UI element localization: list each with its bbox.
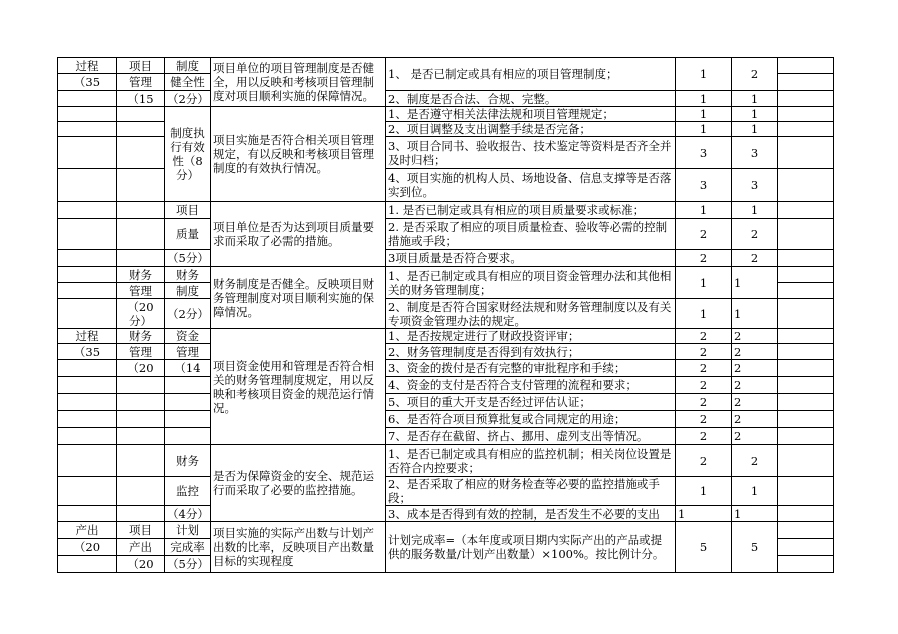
indicator-description: 项目实施的实际产出数与计划产出数的比率，反映项目产出数量目标的实现程度 xyxy=(211,522,386,573)
table-row xyxy=(58,329,834,344)
blank-cell xyxy=(58,556,117,573)
indicator-description: 财务制度是否健全。反映项目财务管理制度对项目顺利实施的保障情况。 xyxy=(211,267,386,329)
full-score: 1 xyxy=(676,506,732,522)
evaluation-point: 2、是否采取了相应的财务检查等必要的监控措施或手段； xyxy=(386,477,676,506)
evaluation-point: 3、项目合同书、验收报告、技术鉴定等资料是否齐全并及时归档； xyxy=(386,137,676,169)
category-cell: 过程 xyxy=(58,329,117,344)
blank-cell xyxy=(58,267,117,283)
indicator-cell: （4分） xyxy=(165,506,211,522)
awarded-score: 3 xyxy=(732,137,778,169)
indicator-cell: 财务 xyxy=(165,445,211,477)
awarded-score: 1 xyxy=(732,107,778,122)
full-score: 2 xyxy=(676,377,732,394)
indicator-cell: 管理 xyxy=(165,344,211,360)
indicator-cell: 项目 xyxy=(165,202,211,219)
indicator-cell: 制度执行有效性（8分） xyxy=(165,107,211,202)
full-score: 1 xyxy=(676,107,732,122)
evaluation-point: 1、是否已制定或具有相应的项目资金管理办法和其他相关的财务管理制度； xyxy=(386,267,676,299)
awarded-score: 1 xyxy=(732,299,778,329)
subcategory-cell: 财务 xyxy=(117,329,165,344)
blank-cell xyxy=(778,428,834,445)
evaluation-point: 计划完成率=（本年度或项目期内实际产出的产品或提供的服务数量/计划产出数量）×100%。按比例计分。 xyxy=(386,522,676,573)
blank-cell xyxy=(117,377,165,394)
blank-cell xyxy=(117,107,165,122)
table-row xyxy=(58,58,834,74)
indicator-cell: （14 xyxy=(165,360,211,377)
full-score: 1 xyxy=(676,267,732,299)
blank-cell xyxy=(117,506,165,522)
evaluation-point: 2. 是否采取了相应的项目质量检查、验收等必需的控制措施或手段； xyxy=(386,219,676,250)
full-score: 2 xyxy=(676,428,732,445)
blank-cell xyxy=(165,411,211,428)
table-row xyxy=(58,477,834,506)
table-row xyxy=(58,360,834,377)
table-row xyxy=(58,219,834,250)
table-row xyxy=(58,299,834,329)
full-score: 1 xyxy=(676,202,732,219)
indicator-cell: （2分） xyxy=(165,91,211,107)
evaluation-point: 3、资金的拨付是否有完整的审批程序和手续； xyxy=(386,360,676,377)
blank-cell xyxy=(778,477,834,506)
blank-cell xyxy=(778,344,834,360)
blank-cell xyxy=(58,219,117,250)
blank-cell xyxy=(778,107,834,122)
indicator-cell: 计划 xyxy=(165,522,211,539)
indicator-cell: （2分） xyxy=(165,299,211,329)
blank-cell xyxy=(778,202,834,219)
awarded-score: 1 xyxy=(732,122,778,137)
table-row xyxy=(58,202,834,219)
blank-cell xyxy=(778,122,834,137)
subcategory-cell: 管理 xyxy=(117,74,165,91)
indicator-cell: 制度 xyxy=(165,58,211,74)
subcategory-cell: 管理 xyxy=(117,344,165,360)
indicator-description: 项目单位是否为达到项目质量要求而采取了必需的措施。 xyxy=(211,202,386,267)
evaluation-point: 7、是否存在截留、挤占、挪用、虚列支出等情况。 xyxy=(386,428,676,445)
full-score: 1 xyxy=(676,122,732,137)
category-cell: 过程 xyxy=(58,58,117,74)
awarded-score: 1 xyxy=(732,202,778,219)
indicator-description: 是否为保障资金的安全、规范运行而采取了必要的监控措施。 xyxy=(211,445,386,522)
evaluation-point: 4、资金的支付是否符合支付管理的流程和要求； xyxy=(386,377,676,394)
blank-cell xyxy=(58,107,117,122)
evaluation-point: 3项目质量是否符合要求。 xyxy=(386,250,676,267)
table-row xyxy=(58,344,834,360)
awarded-score: 2 xyxy=(732,329,778,344)
indicator-cell: 制度 xyxy=(165,283,211,299)
indicator-cell: （5分） xyxy=(165,556,211,573)
blank-cell xyxy=(117,202,165,219)
table-row xyxy=(58,250,834,267)
evaluation-point: 1. 是否已制定或具有相应的项目质量要求或标准； xyxy=(386,202,676,219)
awarded-score: 2 xyxy=(732,58,778,91)
evaluation-point: 2、制度是否合法、合规、完整。 xyxy=(386,91,676,107)
blank-cell xyxy=(58,377,117,394)
blank-cell xyxy=(58,202,117,219)
table-row xyxy=(58,394,834,411)
full-score: 1 xyxy=(676,299,732,329)
full-score: 3 xyxy=(676,137,732,169)
indicator-cell: 健全性 xyxy=(165,74,211,91)
table-row xyxy=(58,377,834,394)
table-row xyxy=(58,267,834,283)
blank-cell xyxy=(165,394,211,411)
blank-cell xyxy=(778,506,834,522)
awarded-score: 1 xyxy=(732,506,778,522)
evaluation-point: 1、是否遵守相关法律法规和项目管理规定； xyxy=(386,107,676,122)
blank-cell xyxy=(778,169,834,202)
subcategory-cell: 项目 xyxy=(117,58,165,74)
blank-cell xyxy=(778,539,834,556)
blank-cell xyxy=(778,377,834,394)
full-score: 1 xyxy=(676,58,732,91)
indicator-cell: （5分） xyxy=(165,250,211,267)
blank-cell xyxy=(778,58,834,74)
blank-cell xyxy=(58,122,117,137)
blank-cell xyxy=(117,219,165,250)
indicator-description: 项目单位的项目管理制度是否健全，用以反映和考核项目管理制度对项目顺利实施的保障情况。 xyxy=(211,58,386,107)
blank-cell xyxy=(58,506,117,522)
awarded-score: 2 xyxy=(732,377,778,394)
evaluation-point: 3、成本是否得到有效的控制，是否发生不必要的支出 xyxy=(386,506,676,522)
blank-cell xyxy=(778,411,834,428)
subcategory-cell: （15 xyxy=(117,91,165,107)
full-score: 2 xyxy=(676,329,732,344)
table-row xyxy=(58,428,834,445)
indicator-cell: 完成率 xyxy=(165,539,211,556)
subcategory-cell: （20分） xyxy=(117,299,165,329)
blank-cell xyxy=(117,428,165,445)
subcategory-cell: （20 xyxy=(117,360,165,377)
subcategory-cell: 产出 xyxy=(117,539,165,556)
awarded-score: 2 xyxy=(732,219,778,250)
blank-cell xyxy=(58,91,117,107)
table-row xyxy=(58,522,834,539)
full-score: 2 xyxy=(676,411,732,428)
evaluation-point: 6、是否符合项目预算批复或合同规定的用途； xyxy=(386,411,676,428)
table-row xyxy=(58,411,834,428)
blank-cell xyxy=(58,299,117,329)
awarded-score: 1 xyxy=(732,267,778,299)
category-cell: （20 xyxy=(58,539,117,556)
indicator-cell: 资金 xyxy=(165,329,211,344)
table-row xyxy=(58,91,834,107)
blank-cell xyxy=(778,394,834,411)
evaluation-point: 1、是否按规定进行了财政投资评审； xyxy=(386,329,676,344)
blank-cell xyxy=(117,137,165,169)
blank-cell xyxy=(778,329,834,344)
awarded-score: 2 xyxy=(732,411,778,428)
blank-cell xyxy=(58,250,117,267)
category-cell: （35 xyxy=(58,74,117,91)
evaluation-table-sheet xyxy=(57,57,833,573)
awarded-score: 2 xyxy=(732,445,778,477)
blank-cell xyxy=(778,267,834,283)
evaluation-point: 2、制度是否符合国家财经法规和财务管理制度以及有关专项资金管理办法的规定。 xyxy=(386,299,676,329)
full-score: 1 xyxy=(676,91,732,107)
blank-cell xyxy=(58,360,117,377)
full-score: 2 xyxy=(676,250,732,267)
awarded-score: 1 xyxy=(732,477,778,506)
blank-cell xyxy=(58,477,117,506)
blank-cell xyxy=(117,122,165,137)
blank-cell xyxy=(58,411,117,428)
evaluation-point: 2、财务管理制度是否得到有效执行； xyxy=(386,344,676,360)
blank-cell xyxy=(778,556,834,573)
indicator-cell: 质量 xyxy=(165,219,211,250)
blank-cell xyxy=(58,137,117,169)
awarded-score: 2 xyxy=(732,360,778,377)
awarded-score: 2 xyxy=(732,250,778,267)
subcategory-cell: 管理 xyxy=(117,283,165,299)
full-score: 1 xyxy=(676,477,732,506)
category-cell: 产出 xyxy=(58,522,117,539)
awarded-score: 2 xyxy=(732,344,778,360)
blank-cell xyxy=(58,428,117,445)
evaluation-point: 4、项目实施的机构人员、场地设备、信息支撑等是否落实到位。 xyxy=(386,169,676,202)
full-score: 5 xyxy=(676,522,732,573)
blank-cell xyxy=(778,74,834,91)
blank-cell xyxy=(778,360,834,377)
blank-cell xyxy=(165,377,211,394)
awarded-score: 3 xyxy=(732,169,778,202)
blank-cell xyxy=(58,445,117,477)
blank-cell xyxy=(778,283,834,299)
evaluation-point: 2、项目调整及支出调整手续是否完备； xyxy=(386,122,676,137)
blank-cell xyxy=(117,411,165,428)
blank-cell xyxy=(58,394,117,411)
subcategory-cell: 项目 xyxy=(117,522,165,539)
blank-cell xyxy=(778,91,834,107)
subcategory-cell: （20 xyxy=(117,556,165,573)
full-score: 2 xyxy=(676,394,732,411)
awarded-score: 1 xyxy=(732,91,778,107)
evaluation-point: 5、项目的重大开支是否经过评估认证； xyxy=(386,394,676,411)
blank-cell xyxy=(778,137,834,169)
awarded-score: 2 xyxy=(732,394,778,411)
category-cell: （35 xyxy=(58,344,117,360)
blank-cell xyxy=(778,219,834,250)
full-score: 2 xyxy=(676,219,732,250)
indicator-cell: 财务 xyxy=(165,267,211,283)
blank-cell xyxy=(117,394,165,411)
table-row xyxy=(58,445,834,477)
blank-cell xyxy=(778,250,834,267)
blank-cell xyxy=(117,445,165,477)
indicator-cell: 监控 xyxy=(165,477,211,506)
evaluation-point: 1、 是否已制定或具有相应的项目管理制度； xyxy=(386,58,676,91)
subcategory-cell: 财务 xyxy=(117,267,165,283)
full-score: 2 xyxy=(676,344,732,360)
awarded-score: 2 xyxy=(732,428,778,445)
blank-cell xyxy=(58,283,117,299)
indicator-description: 项目资金使用和管理是否符合相关的财务管理制度规定，用以反映和考核项目资金的规范运行情况。 xyxy=(211,329,386,445)
blank-cell xyxy=(778,522,834,539)
blank-cell xyxy=(58,169,117,202)
blank-cell xyxy=(778,445,834,477)
blank-cell xyxy=(117,477,165,506)
blank-cell xyxy=(165,428,211,445)
full-score: 3 xyxy=(676,169,732,202)
full-score: 2 xyxy=(676,360,732,377)
evaluation-point: 1、是否已制定或具有相应的监控机制；相关岗位设置是否符合内控要求； xyxy=(386,445,676,477)
blank-cell xyxy=(778,299,834,329)
awarded-score: 5 xyxy=(732,522,778,573)
evaluation-table xyxy=(57,57,834,573)
blank-cell xyxy=(117,169,165,202)
table-row xyxy=(58,107,834,122)
full-score: 2 xyxy=(676,445,732,477)
blank-cell xyxy=(117,250,165,267)
indicator-description: 项目实施是否符合相关项目管理规定，有以反映和考核项目管理制度的有效执行情况。 xyxy=(211,107,386,202)
table-row xyxy=(58,506,834,522)
